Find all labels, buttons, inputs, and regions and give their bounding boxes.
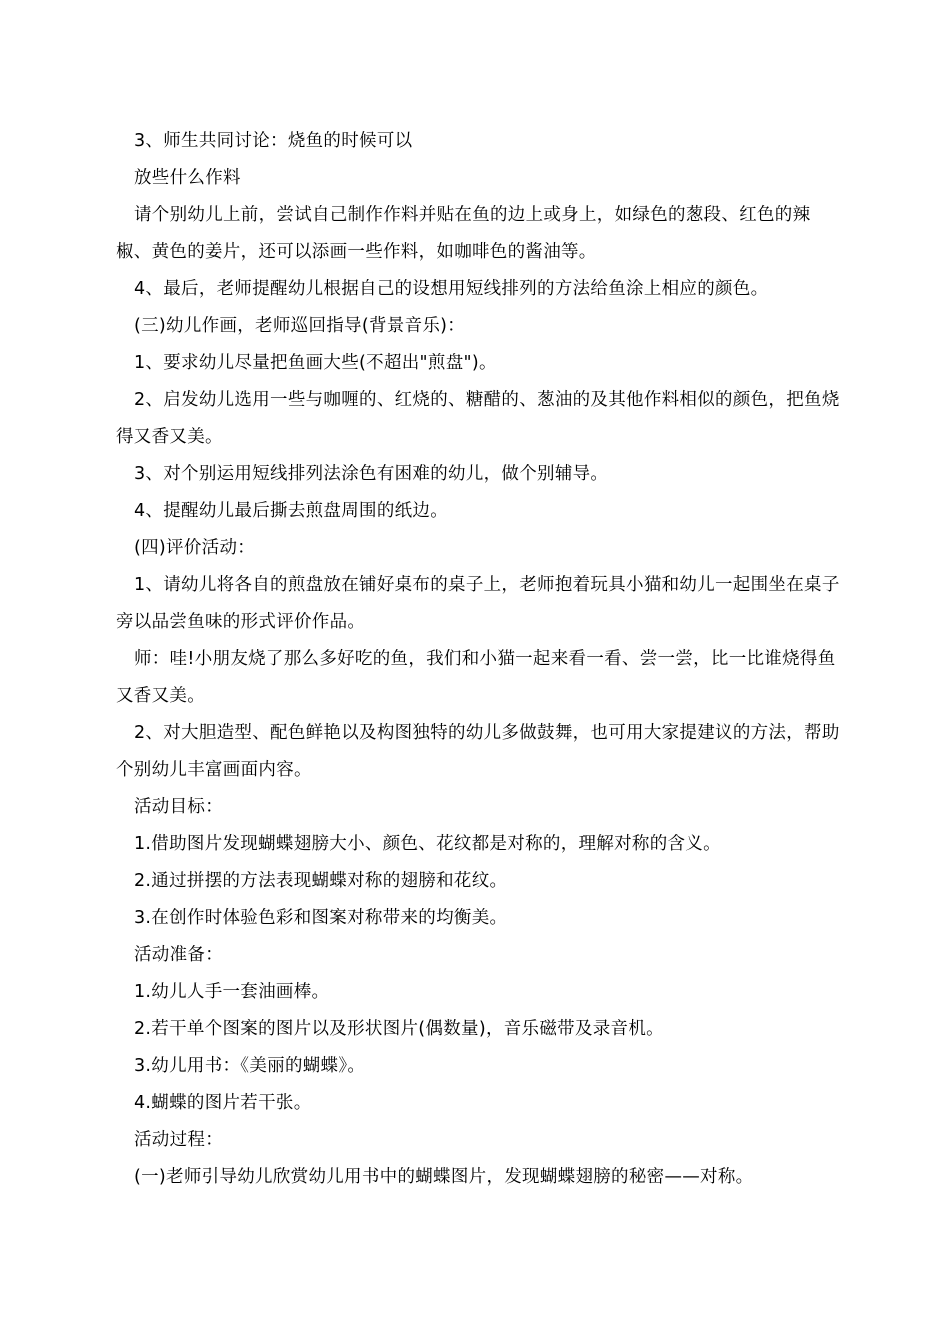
list-item: 2.通过拼摆的方法表现蝴蝶对称的翅膀和花纹。 xyxy=(134,871,508,891)
section-heading: (三)幼儿作画，老师巡回指导(背景音乐)： xyxy=(134,316,466,336)
section-heading: 活动目标： xyxy=(134,797,223,817)
section-heading: 活动过程： xyxy=(134,1130,223,1150)
list-item: 2.若干单个图案的图片以及形状图片(偶数量)，音乐磁带及录音机。 xyxy=(134,1019,664,1039)
paragraph: 3、师生共同讨论：烧鱼的时候可以 xyxy=(134,131,413,151)
paragraph: 3、对个别运用短线排列法涂色有困难的幼儿，做个别辅导。 xyxy=(134,464,609,484)
paragraph: 放些什么作料 xyxy=(134,168,241,188)
paragraph: 4、提醒幼儿最后撕去煎盘周围的纸边。 xyxy=(134,501,449,521)
paragraph: 1、要求幼儿尽量把鱼画大些(不超出"煎盘")。 xyxy=(134,353,497,373)
paragraph: 师：哇!小朋友烧了那么多好吃的鱼，我们和小猫一起来看一看、尝一尝，比一比谁烧得鱼又香又美。 xyxy=(116,649,836,706)
section-heading: (四)评价活动： xyxy=(134,538,256,558)
list-item: 3.幼儿用书：《美丽的蝴蝶》。 xyxy=(134,1056,366,1076)
document-body xyxy=(116,123,844,1196)
paragraph: (一)老师引导幼儿欣赏幼儿用书中的蝴蝶图片，发现蝴蝶翅膀的秘密——对称。 xyxy=(134,1167,754,1187)
list-item: 1.幼儿人手一套油画棒。 xyxy=(134,982,330,1002)
list-item: 1.借助图片发现蝴蝶翅膀大小、颜色、花纹都是对称的，理解对称的含义。 xyxy=(134,834,721,854)
section-heading: 活动准备： xyxy=(134,945,223,965)
list-item: 4.蝴蝶的图片若干张。 xyxy=(134,1093,312,1113)
paragraph: 1、请幼儿将各自的煎盘放在铺好桌布的桌子上，老师抱着玩具小猫和幼儿一起围坐在桌子旁以品尝鱼味的形式评价作品。 xyxy=(116,575,840,632)
paragraph: 2、启发幼儿选用一些与咖喱的、红烧的、糖醋的、葱油的及其他作料相似的颜色，把鱼烧得又香又美。 xyxy=(116,390,840,447)
paragraph: 请个别幼儿上前，尝试自己制作作料并贴在鱼的边上或身上，如绿色的葱段、红色的辣椒、黄色的姜片，还可以添画一些作料，如咖啡色的酱油等。 xyxy=(116,205,811,262)
paragraph: 4、最后，老师提醒幼儿根据自己的设想用短线排列的方法给鱼涂上相应的颜色。 xyxy=(134,279,769,299)
paragraph: 2、对大胆造型、配色鲜艳以及构图独特的幼儿多做鼓舞，也可用大家提建议的方法，帮助个别幼儿丰富画面内容。 xyxy=(116,723,840,780)
list-item: 3.在创作时体验色彩和图案对称带来的均衡美。 xyxy=(134,908,508,928)
